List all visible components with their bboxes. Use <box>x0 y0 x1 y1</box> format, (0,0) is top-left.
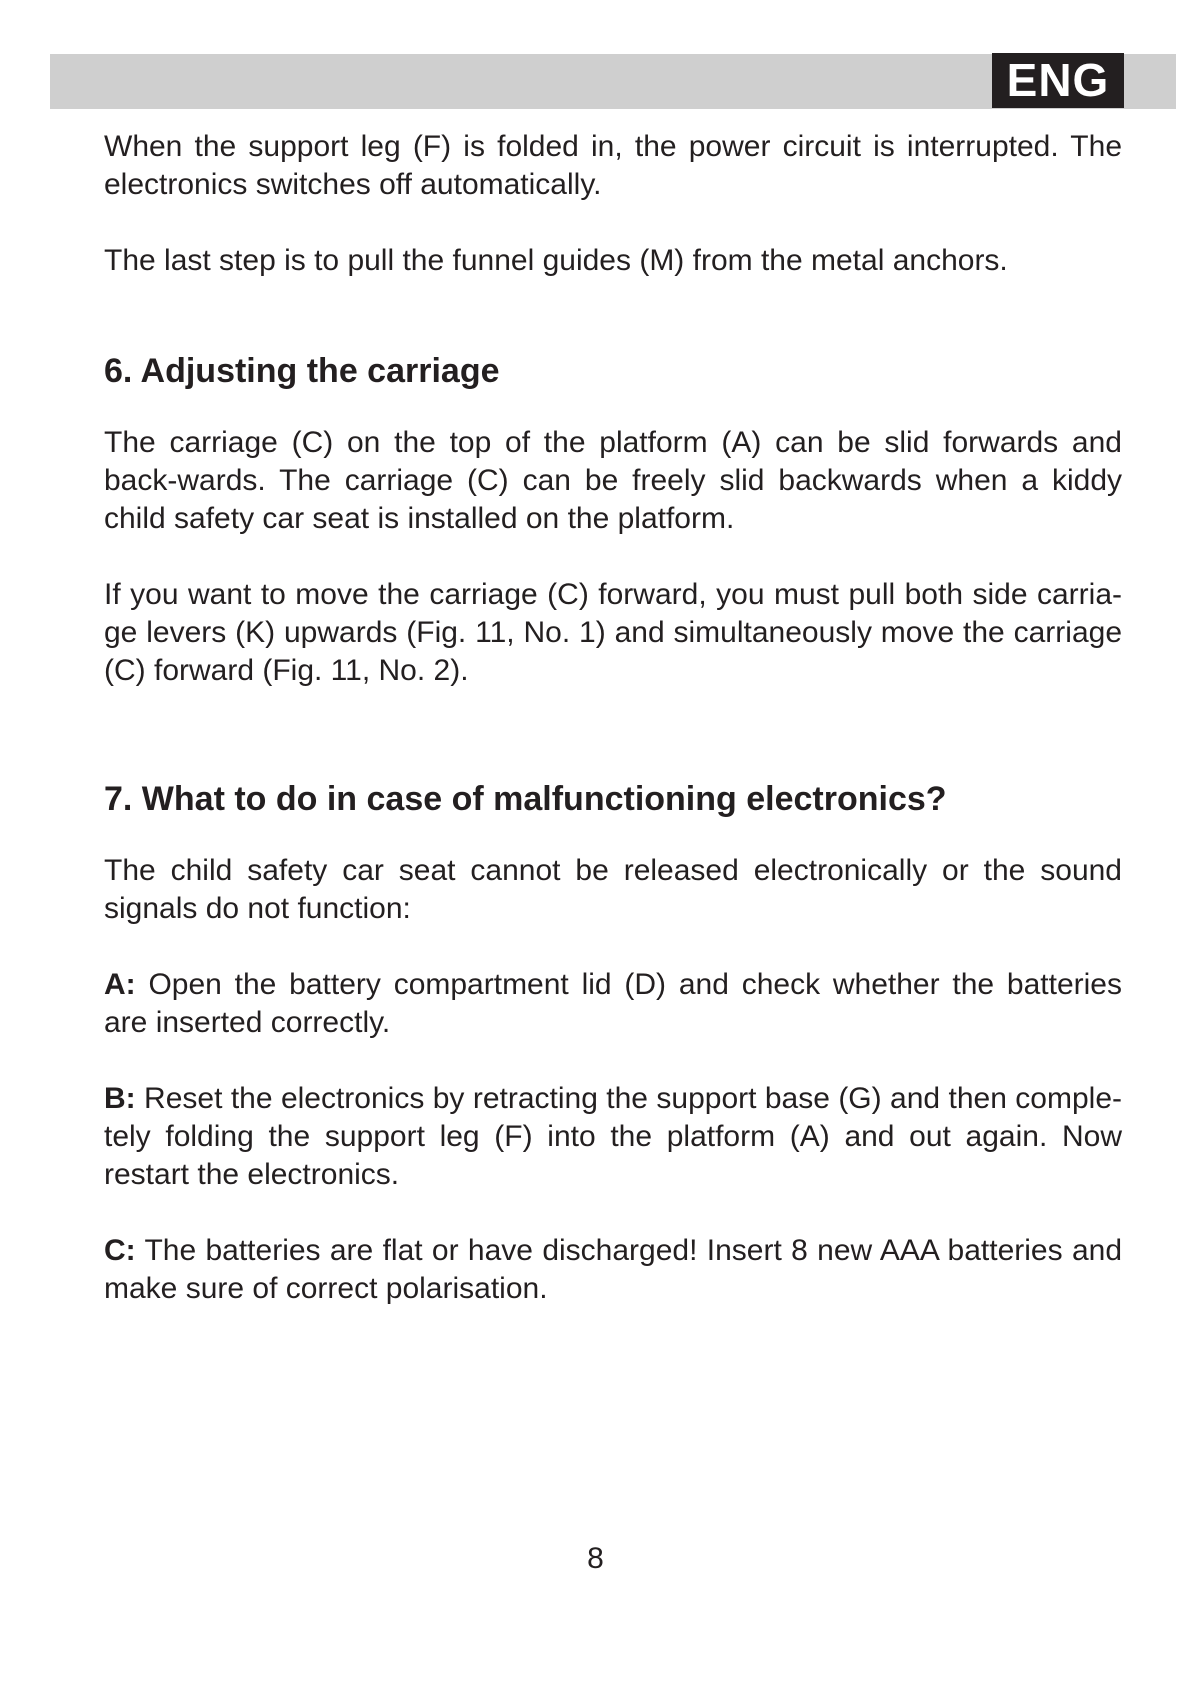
item-label: C: <box>104 1234 136 1267</box>
section-7-intro: The child safety car seat cannot be released electronically or the sound signals do not function: <box>104 854 1122 925</box>
section-6-paragraph-2: If you want to move the carriage (C) forward, you must pull both side carria-ge levers (K) upwards (Fig. 11, No. 1) and simultaneously move the carriage (C) forward (Fig. 11, No. 2). <box>104 578 1122 687</box>
page-content <box>104 128 1122 1308</box>
language-tag: ENG <box>992 53 1124 108</box>
troubleshoot-item-a <box>104 966 1122 1042</box>
page-number: 8 <box>587 1542 604 1575</box>
troubleshoot-item-c <box>104 1232 1122 1308</box>
item-text: Reset the electronics by retracting the support base (G) and then comple-tely folding the support leg (F) into the platform (A) and out again. Now restart the electronics. <box>104 1082 1122 1191</box>
item-text: The batteries are flat or have discharged! Insert 8 new AAA batteries and make sure of correct polarisation. <box>104 1234 1122 1305</box>
intro-paragraph-2: The last step is to pull the funnel guides (M) from the metal anchors. <box>104 244 1008 277</box>
item-label: A: <box>104 968 136 1001</box>
item-text: Open the battery compartment lid (D) and check whether the batteries are inserted correctly. <box>104 968 1122 1039</box>
section-6-paragraph-1: The carriage (C) on the top of the platform (A) can be slid forwards and back-wards. The carriage (C) can be freely slid backwards when a kiddy child safety car seat is installed on the platform. <box>104 426 1122 535</box>
section-7-heading: 7. What to do in case of malfunctioning electronics? <box>104 780 947 818</box>
section-6-heading: 6. Adjusting the carriage <box>104 352 500 390</box>
troubleshoot-item-b <box>104 1080 1122 1194</box>
item-label: B: <box>104 1082 136 1115</box>
intro-paragraph-1: When the support leg (F) is folded in, the power circuit is interrupted. The electronics switches off automatically. <box>104 130 1122 201</box>
